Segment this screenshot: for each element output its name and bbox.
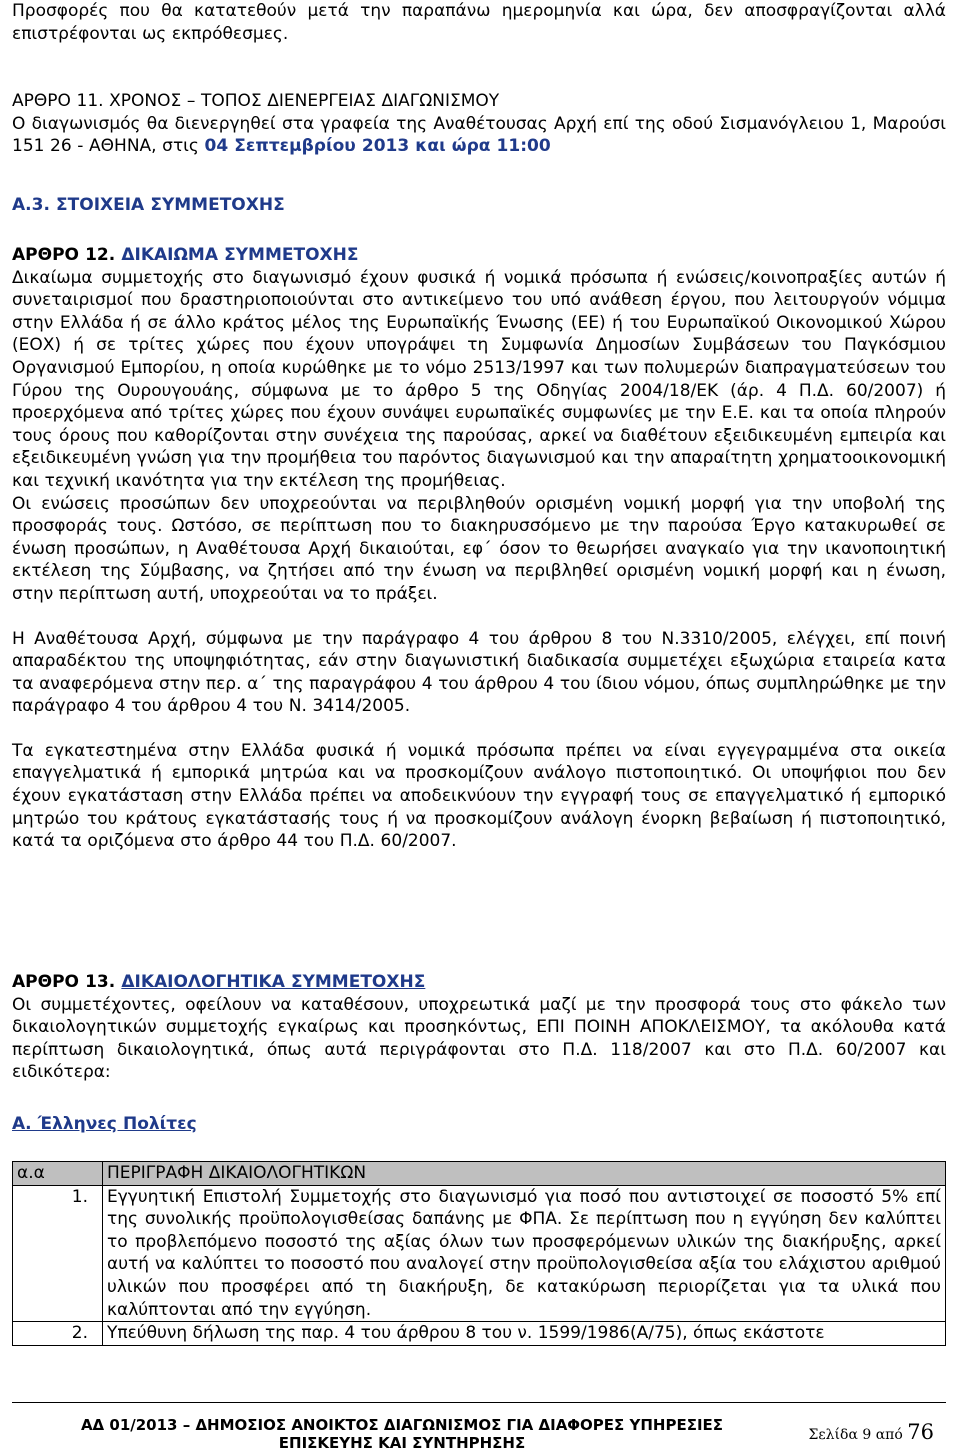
document-page [12,0,946,1442]
article-13-title: ΔΙΚΑΙΟΛΟΓΗΤΙΚΑ ΣΥΜΜΕΤΟΧΗΣ [121,972,426,992]
section-a3-prefix: Α.3. [12,195,50,215]
intro-paragraph: Προσφορές που θα κατατεθούν μετά την παραπάνω ημερομηνία και ώρα, δεν αποσφραγίζονται αλλά επιστρέφονται ως εκπρόθεσμες. [12,1,946,44]
table-cell-number: 1. [13,1185,103,1322]
article-12-para-1: Δικαίωμα συμμετοχής στο διαγωνισμό έχουν φυσικά ή νομικά πρόσωπα ή ενώσεις/κοινοπραξίες αυτών ή συνεταιρισμοί που δραστηριοποιούνται στο αντικείμενο του υπό ανάθεση έργου, που λειτουργούν νόμιμα στην Ελλάδα ή σε άλλο κράτος μέλος της Ευρωπαϊκής Ένωσης (ΕΕ) ή του Ευρωπαϊκού Οικονομικού Χώρου (ΕΟΧ) ή σε τρίτες χώρες που έχουν υπογράψει τη Συμφωνία Δημοσίων Συμβάσεων του Παγκόσμιου Οργανισμού Εμπορίου, η οποία κυρώθηκε με το νόμο 2513/1997 και των πολυμερών διαπραγματεύσεων του Γύρου της Ουρουγουάης, σύμφωνα με το άρθρο 5 της Οδηγίας 2004/18/ΕΚ (άρ. 4 Π.Δ. 60/2007) ή προερχόμενα από τρίτες χώρες που έχουν συνάψει ευρωπαϊκές συμφωνίες με την Ε.Ε. και τα οποία πληρούν τους όρους που καθορίζονται στην συνέχεια της παρούσας, αρκεί να διαθέτουν εξειδικευμένη εμπειρία και εξειδικευμένη γνώση για την προμήθεια του παρόντος διαγωνισμού και την απαραίτητη χρηματοοικονομική και τεχνική ικανότητα για την εκτέλεση της προμήθειας. [12,267,946,491]
table-header-description: ΠΕΡΙΓΡΑΦΗ ΔΙΚΑΙΟΛΟΓΗΤΙΚΩΝ [103,1162,946,1186]
article-11 [12,90,946,158]
article-12 [12,244,946,853]
footer-divider [12,1402,946,1403]
table-cell-description: Εγγυητική Επιστολή Συμμετοχής στο διαγωνισμό για ποσό που αντιστοιχεί σε ποσοστό 5% επί της συνολικής προϋπολογισθείσας δαπάνης με ΦΠΑ. Σε περίπτωση που η εγγύηση δεν καλύπτει το προβλεπόμενο ποσοστό της αξίας όλων των προσφερόμενων υλικών της διακήρυξης, αρκεί αυτή να καλύπτει το ποσοστό που αναλογεί στην προϋπολογισθείσα αξία του ελάχιστου αριθμού υλικών που προσφέρει από τη διακήρυξη, δε κατακύρωση περιορίζεται για τα υλικά που καλύπτονται από την εγγύηση. [103,1185,946,1322]
table-header-row [13,1162,946,1186]
article-13-heading [12,971,946,994]
section-a3-heading [12,194,946,217]
footer-title-line-1: ΑΔ 01/2013 – ΔΗΜΟΣΙΟΣ ΑΝΟΙΚΤΟΣ ΔΙΑΓΩΝΙΣΜΟΣ ΓΙΑ ΔΙΑΦΟΡΕΣ ΥΠΗΡΕΣΙΕΣ [80,1416,724,1434]
table-cell-description: Υπεύθυνη δήλωση της παρ. 4 του άρθρου 8 του ν. 1599/1986(Α/75), όπως εκάστοτε [103,1322,946,1346]
article-12-para-3: Η Αναθέτουσα Αρχή, σύμφωνα με την παράγραφο 4 του άρθρου 8 του Ν.3310/2005, ελέγχει, επί ποινή απαραδέκτου της υποψηφιότητας, εάν στην διαγωνιστική διαδικασία συμμετέχει εξωχώρια εταιρεία κατα τα αναφερόμενα στην περ. α΄ της παραγράφου 4 του άρθρου 4 του ίδιου νόμου, όπως συμπληρώθηκε με την παράγραφο 4 του άρθρου 4 του Ν. 3414/2005. [12,628,946,717]
article-13-para-1: Οι συμμετέχοντες, οφείλουν να καταθέσουν, υποχρεωτικά μαζί με την προσφορά τους στο φάκελο των δικαιολογητικών συμμετοχής εγκαίρως και προσηκόντως, ΕΠΙ ΠΟΙΝΗ ΑΠΟΚΛΕΙΣΜΟΥ, τα ακόλουθα κατά περίπτωση δικαιολογητικά, όπως αυτά περιγράφονται στο Π.Δ. 118/2007 και στο Π.Δ. 60/2007 και ειδικότερα: [12,994,946,1083]
article-11-heading: ΑΡΘΡΟ 11. ΧΡΟΝΟΣ – ΤΟΠΟΣ ΔΙΕΝΕΡΓΕΙΑΣ ΔΙΑΓΩΝΙΣΜΟΥ [12,91,500,111]
article-13 [12,971,946,1084]
subsection-greek-citizens: Α. Έλληνες Πολίτες [12,1114,197,1134]
page-footer [12,1402,946,1452]
table-cell-number: 2. [13,1322,103,1346]
table-row [13,1185,946,1322]
article-12-label: ΑΡΘΡΟ 12. [12,245,116,265]
page-number [809,1420,934,1444]
article-12-heading [12,244,946,267]
page-total: 76 [907,1420,934,1444]
footer-title-line-2: ΕΠΙΣΚΕΥΗΣ ΚΑΙ ΣΥΝΤΗΡΗΣΗΣ [278,1434,526,1452]
footer-title [62,1416,742,1452]
article-12-title: ΔΙΚΑΙΩΜΑ ΣΥΜΜΕΤΟΧΗΣ [121,245,359,265]
section-a3-title: ΣΤΟΙΧΕΙΑ ΣΥΜΜΕΤΟΧΗΣ [56,195,285,215]
table-row [13,1322,946,1346]
article-11-date: 04 Σεπτεμβρίου 2013 και ώρα 11:00 [204,136,551,157]
table-header-number: α.α [13,1162,103,1186]
article-13-label: ΑΡΘΡΟ 13. [12,972,116,992]
article-12-para-2: Οι ενώσεις προσώπων δεν υποχρεούνται να περιβληθούν ορισμένη νομική μορφή για την υποβολή της προσφοράς τους. Ωστόσο, σε περίπτωση που το διακηρυσσόμενο με την παρούσα Έργο κατακυρωθεί σε ένωση προσώπων, η Αναθέτουσα Αρχή δικαιούται, εφ΄ όσον το θεωρήσει αναγκαίο για την ικανοποιητική εκτέλεση της Σύμβασης, να ζητήσει από την ένωση να περιβληθεί ορισμένη νομική μορφή και η ένωση, στην περίπτωση αυτή, υποχρεούται να το πράξει. [12,493,946,604]
article-11-text: Ο διαγωνισμός θα διενεργηθεί στα γραφεία της Αναθέτουσας Αρχή επί της οδού Σισμανόγλειου 1, Μαρούσι 151 26 - ΑΘΗΝΑ, στις [12,113,946,157]
article-12-para-4: Τα εγκατεστημένα στην Ελλάδα φυσικά ή νομικά πρόσωπα πρέπει να είναι εγγεγραμμένα στα οικεία επαγγελματικά ή εμπορικά μητρώα και να προσκομίζουν ανάλογο πιστοποιητικό. Οι υποψήφιοι που δεν έχουν εγκατάσταση στην Ελλάδα πρέπει να αποδεικνύουν την εγγραφή τους σε επαγγελματικό ή εμπορικό μητρώο του κράτους εγκατάστασής τους ή να προσκομίζουν ανάλογη ένορκη βεβαίωση ή πιστοποιητικό, κατά τα οριζόμενα στο άρθρο 44 του Π.Δ. 60/2007. [12,740,946,852]
page-number-prefix: Σελίδα 9 από [808,1427,908,1443]
article-11-body [12,113,946,158]
documents-table [12,1161,946,1346]
